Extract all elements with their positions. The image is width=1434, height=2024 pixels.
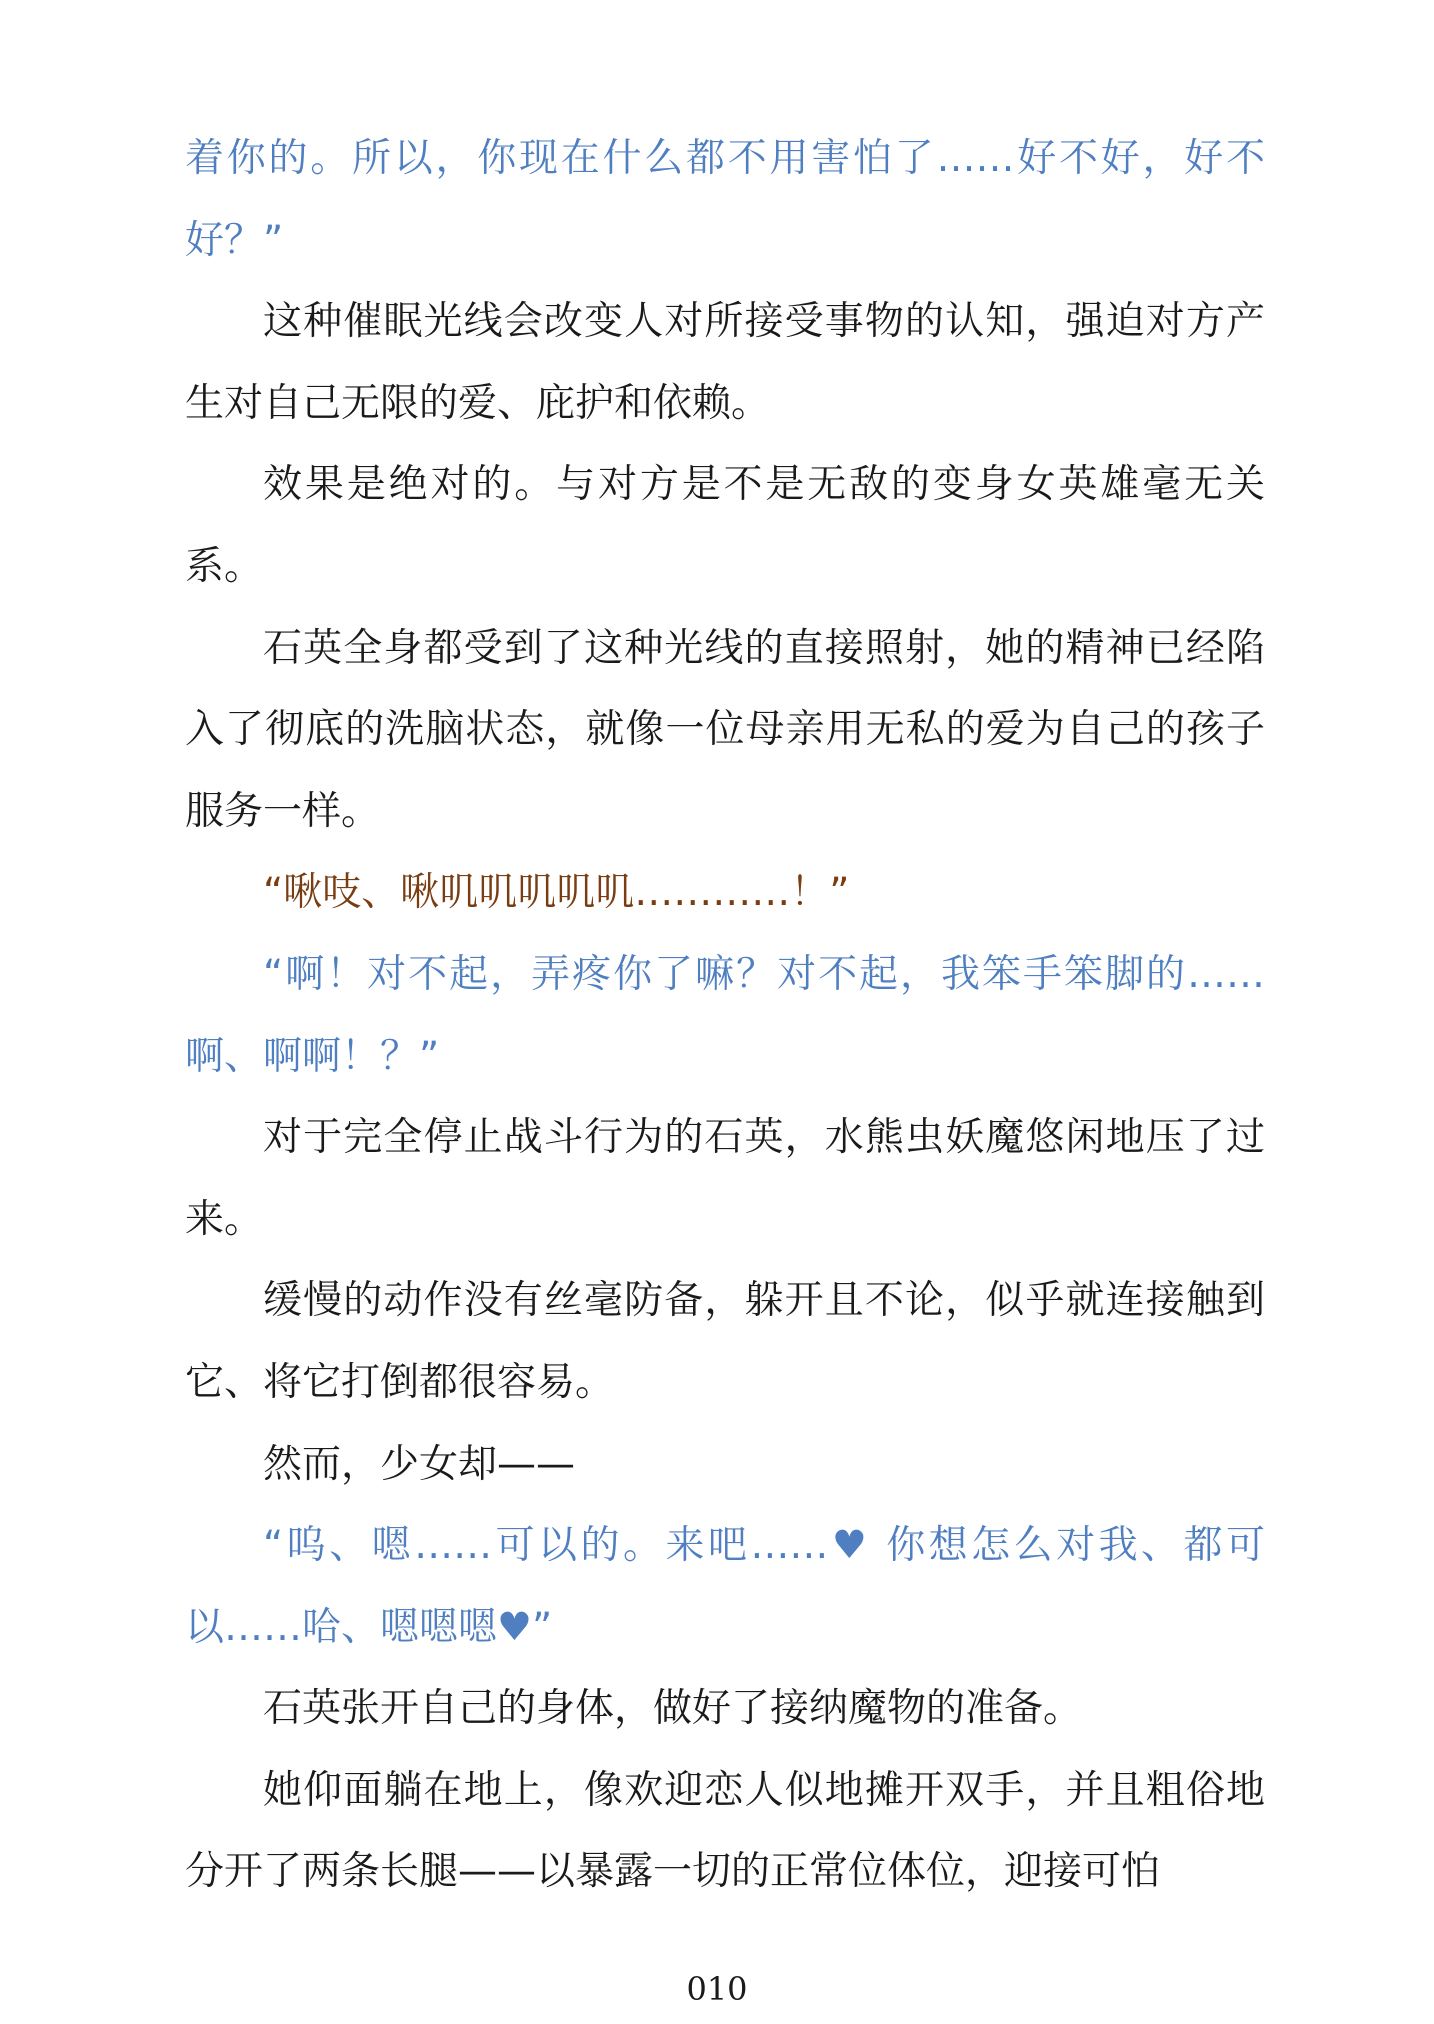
narration-paragraph: 她仰面躺在地上，像欢迎恋人似地摊开双手，并且粗俗地分开了两条长腿——以暴露一切的正常位体位，迎接可怕 [185,1767,1265,1895]
dialogue-paragraph: 着你的。所以，你现在什么都不用害怕了……好不好，好不好？” [185,136,1265,263]
narration-paragraph: 石英张开自己的身体，做好了接纳魔物的准备。 [263,1686,1083,1732]
narration-paragraph: 效果是绝对的。与对方是不是无敌的变身女英雄毫无关系。 [185,462,1265,589]
dialogue-paragraph: “啊！对不起，弄疼你了嘛？对不起，我笨手笨脚的……啊、啊啊！？” [185,951,1265,1079]
narration-paragraph: 然而，少女却—— [263,1441,576,1487]
page-number: 010 [686,1970,748,2008]
narration-paragraph: 石英全身都受到了这种光线的直接照射，她的精神已经陷入了彻底的洗脑状态，就像一位母亲用无私的爱为自己的孩子服务一样。 [185,625,1265,834]
narration-paragraph: 这种催眠光线会改变人对所接受事物的认知，强迫对方产生对自己无限的爱、庇护和依赖。 [185,299,1265,426]
narration-paragraph: 对于完全停止战斗行为的石英，水熊虫妖魔悠闲地压了过来。 [185,1115,1265,1242]
dialogue-paragraph: “啾吱、啾叽叽叽叽叽…………！” [263,870,850,916]
narration-paragraph: 缓慢的动作没有丝毫防备，躲开且不论，似乎就连接触到它、将它打倒都很容易。 [185,1278,1265,1405]
dialogue-paragraph: “呜、嗯……可以的。来吧……♥ 你想怎么对我、都可以……哈、嗯嗯嗯♥” [185,1523,1265,1650]
body-text [185,118,1265,1913]
